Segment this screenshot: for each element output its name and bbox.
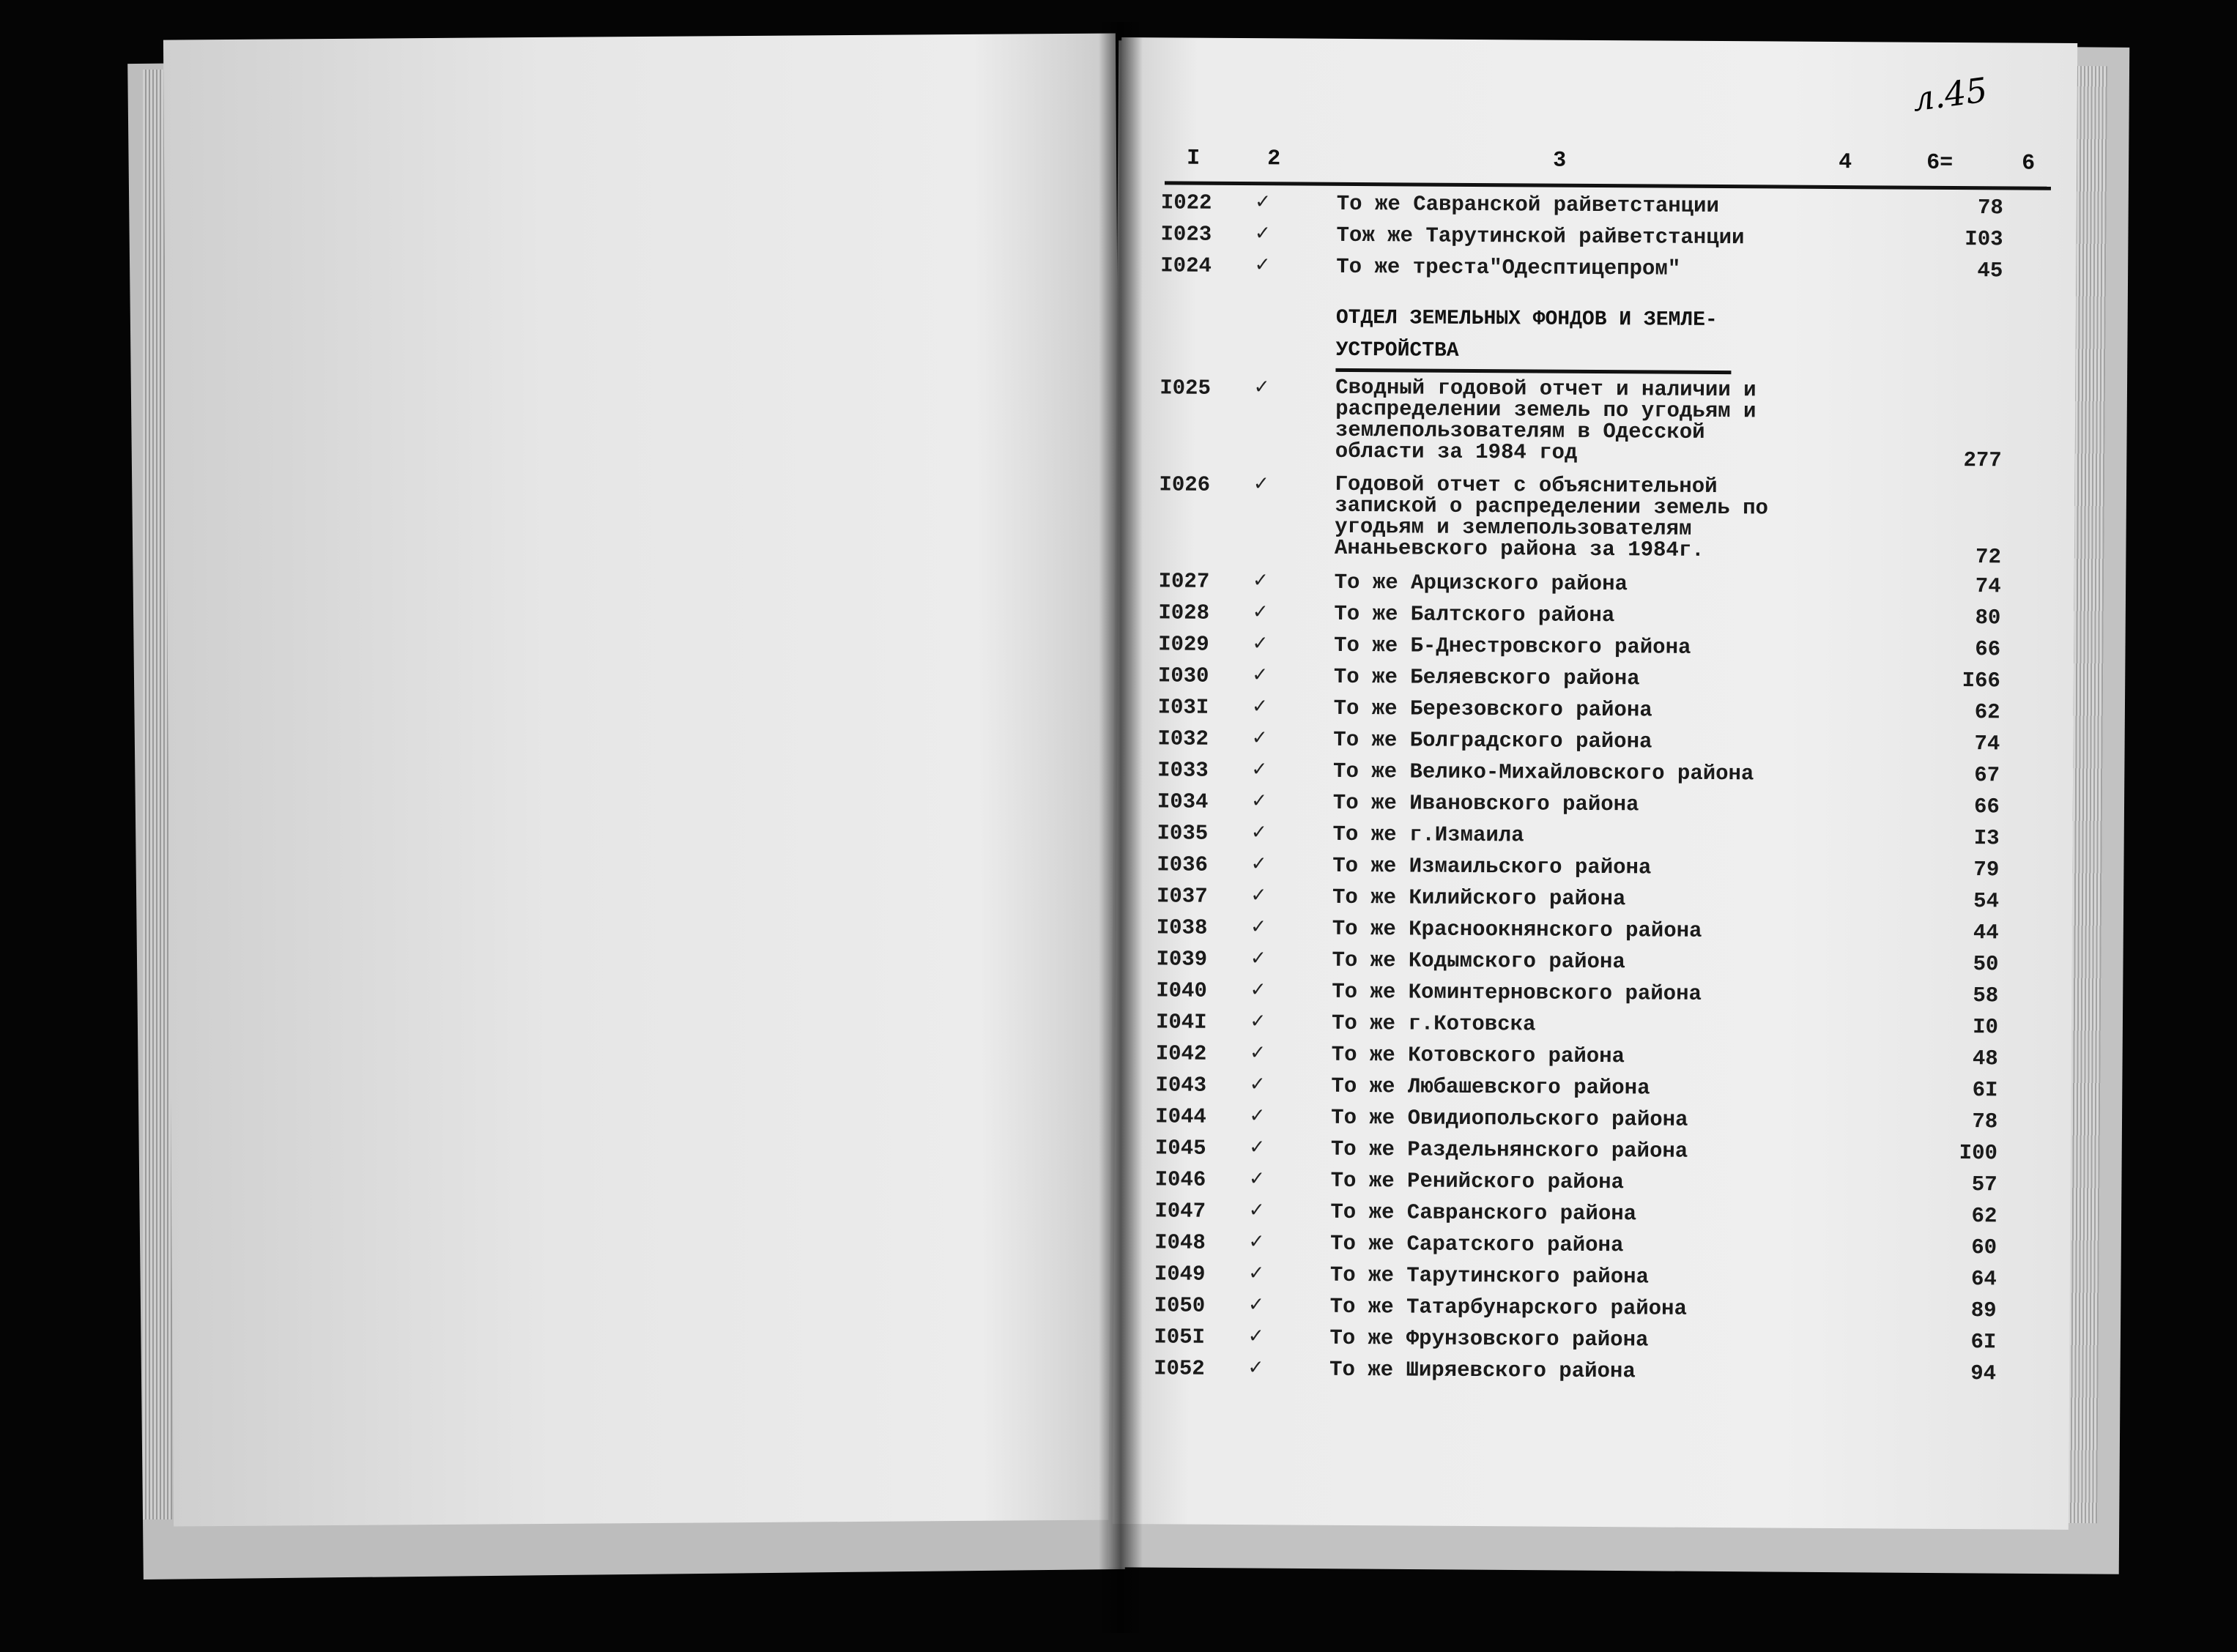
row-sheets: 58 — [1973, 983, 1999, 1008]
column-header-6: 6 — [2022, 151, 2036, 176]
row-title: То же г.Котовска — [1331, 1011, 1536, 1037]
row-sheets: 67 — [1974, 763, 2000, 788]
row-sheets: 6I — [1972, 1078, 1998, 1103]
check-mark-icon: ✓ — [1253, 569, 1267, 595]
row-sheets: 78 — [1972, 1109, 1998, 1134]
row-title: То же Татарбунарского района — [1329, 1294, 1688, 1321]
row-number: I047 — [1154, 1199, 1206, 1224]
row-title: То же г.Измаила — [1332, 822, 1524, 848]
row-title: То же Измаильского района — [1332, 853, 1652, 880]
row-number: I024 — [1160, 253, 1212, 278]
row-sheets: 45 — [1977, 258, 2003, 283]
table-row — [1158, 598, 2052, 634]
row-number: I045 — [1154, 1136, 1206, 1161]
check-mark-icon: ✓ — [1249, 1262, 1264, 1287]
row-number: I035 — [1157, 821, 1209, 846]
check-mark-icon: ✓ — [1253, 632, 1267, 658]
row-sheets: 72 — [1975, 545, 2001, 570]
table-row — [1156, 975, 2049, 1012]
table-row — [1159, 469, 2053, 571]
table-row — [1161, 187, 2055, 224]
row-number: I028 — [1158, 600, 1210, 625]
check-mark-icon: ✓ — [1253, 663, 1267, 689]
table-row — [1154, 1322, 2047, 1358]
row-title: То же Красноокнянского района — [1332, 916, 1702, 943]
check-mark-icon: ✓ — [1250, 1230, 1264, 1256]
check-mark-icon: ✓ — [1252, 821, 1266, 847]
table-row — [1155, 1101, 2049, 1138]
table-row — [1159, 566, 2052, 603]
row-sheets: 79 — [1973, 857, 2000, 882]
row-sheets: 48 — [1972, 1046, 1998, 1071]
check-mark-icon: ✓ — [1250, 1104, 1264, 1130]
row-number: I04I — [1155, 1010, 1207, 1035]
row-number: I049 — [1154, 1262, 1206, 1287]
row-sheets: 44 — [1973, 920, 1999, 945]
spine-shadow — [1099, 22, 1143, 1633]
check-mark-icon: ✓ — [1250, 1199, 1264, 1224]
check-mark-icon: ✓ — [1251, 947, 1265, 972]
check-mark-icon: ✓ — [1255, 190, 1270, 216]
check-mark-icon: ✓ — [1252, 852, 1266, 878]
row-number: I048 — [1154, 1230, 1206, 1255]
table-row — [1160, 373, 2054, 475]
row-title: Годовой отчет с объяснительной запиской о распределении земель по угодьям и землепользователям Ананьевского района за 1984г. — [1334, 472, 1769, 562]
row-sheets: 89 — [1970, 1298, 1997, 1323]
row-title: То же Килийского района — [1332, 885, 1626, 912]
row-title: То же Беляевского района — [1333, 664, 1640, 691]
table-row — [1154, 1227, 2048, 1264]
check-mark-icon: ✓ — [1249, 1325, 1263, 1350]
row-title: То же Балтского района — [1334, 601, 1615, 628]
row-number: I022 — [1160, 190, 1212, 215]
table-row — [1157, 786, 2051, 823]
row-title: То же Кодымского района — [1332, 948, 1625, 975]
row-title: То же Саратского района — [1330, 1231, 1624, 1258]
table-row — [1157, 818, 2050, 855]
column-header-1: I — [1187, 146, 1201, 171]
row-number: I046 — [1154, 1167, 1206, 1192]
check-mark-icon: ✓ — [1249, 1356, 1263, 1382]
row-number: I050 — [1154, 1293, 1206, 1318]
row-title: То же Любашевского района — [1331, 1074, 1650, 1101]
row-title: То же Овидиопольского района — [1331, 1105, 1688, 1132]
check-mark-icon: ✓ — [1252, 758, 1266, 784]
check-mark-icon: ✓ — [1253, 600, 1267, 626]
row-number: I034 — [1157, 789, 1209, 814]
left-page-bleed-through — [245, 209, 1093, 933]
table-row — [1154, 1196, 2048, 1232]
table-row — [1157, 723, 2051, 760]
row-sheets: 54 — [1973, 889, 2000, 914]
table-row — [1156, 1038, 2049, 1075]
table-row — [1157, 755, 2051, 792]
table-row — [1157, 912, 2050, 949]
row-number: I044 — [1155, 1104, 1206, 1129]
row-sheets: 66 — [1973, 795, 2000, 819]
row-number: I036 — [1157, 852, 1209, 877]
row-sheets: I0 — [1973, 1015, 1999, 1040]
row-sheets: 277 — [1963, 448, 2002, 473]
row-title: То же треста"Одесптицепром" — [1336, 254, 1681, 281]
table-row — [1155, 1164, 2049, 1201]
row-title: То же Велико-Михайловского района — [1332, 759, 1754, 786]
check-mark-icon: ✓ — [1251, 884, 1266, 909]
column-header-row — [1165, 140, 2051, 190]
section-underline — [1335, 368, 1731, 374]
row-sheets: I00 — [1959, 1141, 1998, 1166]
section-heading — [1160, 286, 2054, 378]
row-sheets: I3 — [1973, 826, 2000, 851]
row-number: I023 — [1160, 222, 1212, 247]
row-sheets: I66 — [1962, 669, 2000, 693]
row-sheets: 6I — [1970, 1330, 1997, 1355]
table-row — [1160, 219, 2054, 256]
row-title: То же Ренийского района — [1330, 1168, 1625, 1195]
folio-stamp: л.45 — [1910, 70, 1990, 119]
table-row — [1157, 692, 2051, 729]
row-sheets: 66 — [1975, 637, 2001, 662]
table-row — [1154, 1259, 2048, 1295]
check-mark-icon: ✓ — [1254, 472, 1268, 498]
row-number: I033 — [1157, 758, 1209, 783]
row-title: То же Тарутинского района — [1329, 1262, 1650, 1290]
row-sheets: 74 — [1975, 574, 2001, 599]
table-row — [1157, 881, 2050, 918]
row-number: I042 — [1155, 1041, 1207, 1066]
column-header-2: 2 — [1267, 146, 1281, 172]
table-row — [1156, 944, 2049, 981]
row-sheets: 62 — [1974, 700, 2000, 725]
inventory-table — [1154, 187, 2055, 1390]
row-number: I05I — [1154, 1325, 1206, 1350]
row-title: То же Б-Днестровского района — [1334, 633, 1691, 660]
table-row — [1154, 1290, 2047, 1327]
row-title: То же Фрунзовского района — [1329, 1325, 1649, 1353]
row-number: I025 — [1160, 376, 1212, 401]
row-title: То же Котовского района — [1331, 1042, 1625, 1069]
row-sheets: 57 — [1971, 1172, 1997, 1197]
check-mark-icon: ✓ — [1255, 222, 1269, 248]
row-number: I03I — [1157, 695, 1209, 720]
row-number: I026 — [1159, 472, 1211, 497]
row-number: I032 — [1157, 726, 1209, 751]
row-title: То же Раздельнянского района — [1330, 1136, 1688, 1164]
row-sheets: 60 — [1971, 1235, 1997, 1260]
row-number: I029 — [1158, 632, 1209, 657]
row-title: То же Ширяевского района — [1329, 1357, 1636, 1384]
row-title: Тож же Тарутинской райветстанции — [1336, 223, 1745, 250]
row-number: I038 — [1156, 915, 1208, 940]
row-number: I027 — [1158, 569, 1210, 594]
row-sheets: 62 — [1971, 1204, 1997, 1229]
column-header-5: 6= — [1926, 150, 1954, 176]
row-sheets: 94 — [1970, 1361, 1997, 1386]
row-number: I052 — [1154, 1356, 1205, 1381]
column-header-4: 4 — [1839, 150, 1852, 176]
check-mark-icon: ✓ — [1253, 695, 1266, 721]
table-row — [1156, 1007, 2049, 1043]
row-title: То же Савранской райветстанции — [1336, 191, 1720, 219]
row-sheets: 50 — [1973, 952, 1999, 977]
check-mark-icon: ✓ — [1250, 1041, 1264, 1067]
check-mark-icon: ✓ — [1253, 726, 1266, 752]
column-header-3: 3 — [1553, 148, 1567, 174]
row-sheets: 74 — [1974, 732, 2000, 756]
row-title: То же Ивановского района — [1332, 790, 1639, 817]
row-number: I039 — [1156, 947, 1208, 972]
left-page — [163, 33, 1126, 1526]
check-mark-icon: ✓ — [1250, 1010, 1265, 1035]
row-sheets: 80 — [1975, 606, 2001, 630]
table-row — [1158, 661, 2052, 697]
row-number: I040 — [1156, 978, 1207, 1003]
district-rows — [1154, 566, 2052, 1390]
row-sheets: 64 — [1970, 1267, 1997, 1292]
row-title: Сводный годовой отчет и наличии и распределении земель по угодьям и землепользователям в Одесской области за 1984 год — [1335, 375, 1756, 465]
row-sheets: 78 — [1977, 196, 2003, 220]
check-mark-icon: ✓ — [1251, 915, 1265, 941]
check-mark-icon: ✓ — [1250, 1167, 1264, 1193]
table-row — [1158, 629, 2052, 666]
row-title: То же Савранского района — [1330, 1199, 1637, 1227]
check-mark-icon: ✓ — [1255, 376, 1269, 401]
row-number: I030 — [1157, 663, 1209, 688]
check-mark-icon: ✓ — [1249, 1293, 1263, 1319]
table-row — [1160, 250, 2054, 287]
row-number: I043 — [1155, 1073, 1207, 1098]
row-number: I037 — [1156, 884, 1208, 909]
row-title: То же Арцизского района — [1334, 570, 1628, 597]
row-sheets: I03 — [1965, 227, 2003, 252]
table-row — [1154, 1353, 2047, 1390]
table-row — [1155, 1070, 2049, 1106]
table-row — [1157, 849, 2050, 886]
check-mark-icon: ✓ — [1250, 1136, 1264, 1161]
row-title: То же Коминтерновского района — [1332, 979, 1702, 1006]
section-title: ОТДЕЛ ЗЕМЕЛЬНЫХ ФОНДОВ И ЗЕМЛЕ-УСТРОЙСТВА — [1335, 306, 1718, 362]
check-mark-icon: ✓ — [1252, 789, 1266, 815]
right-page — [1113, 37, 2077, 1530]
row-title: То же Березовского района — [1333, 696, 1652, 723]
check-mark-icon: ✓ — [1251, 978, 1265, 1004]
row-title: То же Болградского района — [1333, 727, 1652, 754]
check-mark-icon: ✓ — [1250, 1073, 1264, 1098]
check-mark-icon: ✓ — [1255, 253, 1269, 279]
table-row — [1155, 1133, 2049, 1169]
